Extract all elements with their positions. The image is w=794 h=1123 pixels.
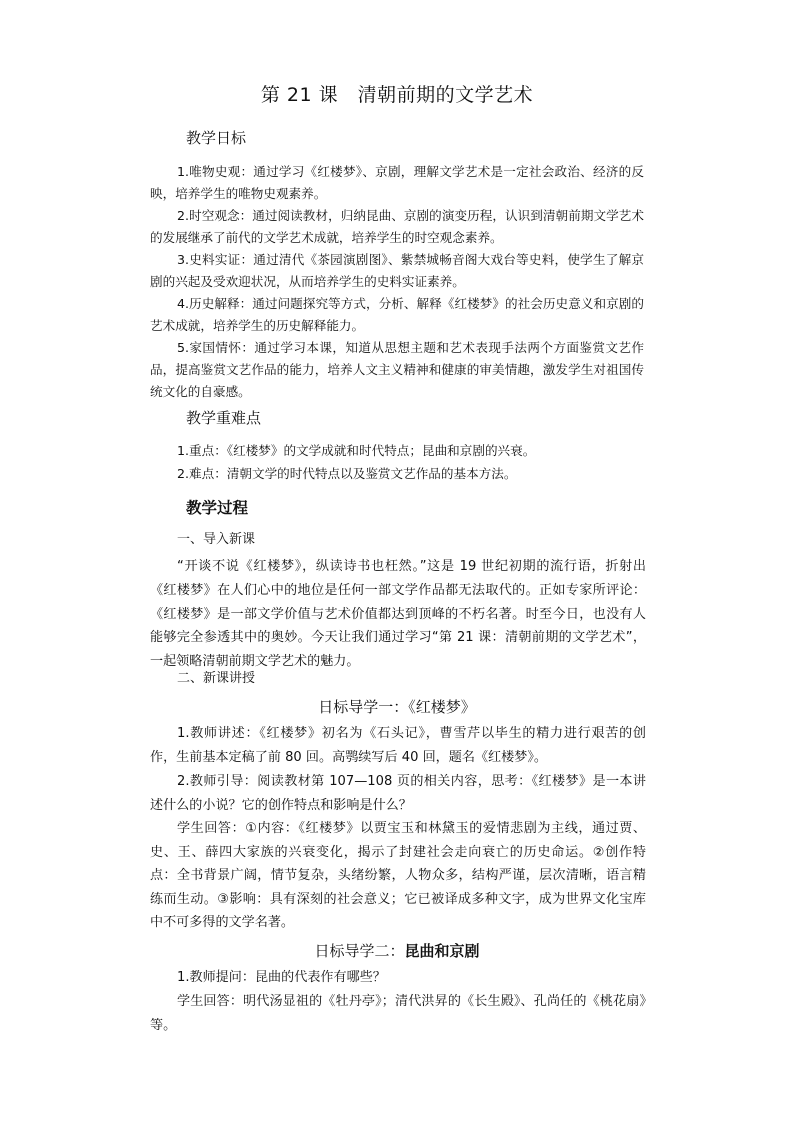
objectives-heading: 教学日标 [186,129,247,147]
objective-item-1: 1.唯物史观：通过学习《红楼梦》、京剧，理解文学艺术是一定社会政治、经济的反映，培养学生的唯物史观素养。 [150,164,644,202]
guide-2-item-1: 1.教师提问：昆曲的代表作有哪些？ [177,970,386,985]
guide-2-topic: 昆曲和京剧 [404,942,480,960]
guide-2-student-answer: 学生回答：明代汤显祖的《牡丹亭》；清代洪昇的《长生殿》、孔尚任的《桃花扇》等。 [150,994,646,1033]
key-points-heading: 教学重难点 [186,409,262,427]
guide-1-item-1: 1.教师讲述：《红楼梦》初名为《石头记》，曹雪芹以毕生的精力进行艰苦的创作，生前基本定稿了前 80 回。高鹗续写后 40 回，题名《红楼梦》。 [150,726,646,765]
process-heading: 教学过程 [186,499,249,517]
intro-heading: 一、导入新课 [177,532,256,547]
key-point-item-2: 2.难点：清朝文学的时代特点以及鉴赏文艺作品的基本方法。 [177,466,517,481]
guide-2-prefix: 日标导学二： [314,942,405,960]
objective-item-5: 5.家国情怀：通过学习本课，知道从思想主题和艺术表现手法两个方面鉴赏文艺作品，提高鉴赏文艺作品的能力，培养人文主义精神和健康的审美情趣，激发学生对祖国传统文化的自豪感。 [150,340,644,400]
guide-1-topic: 《红楼梦》 [408,698,476,716]
objective-item-3: 3.史料实证：通过清代《茶园演剧图》、紫禁城畅音阁大戏台等史料，使学生了解京剧的兴起及受欢迎状况，从而培养学生的史料实证素养。 [150,252,644,290]
objective-item-2: 2.时空观念：通过阅读教材，归纳昆曲、京剧的演变历程，认识到清朝前期文学艺术的发展继承了前代的文学艺术成就，培养学生的时空观念素养。 [150,208,644,246]
guide-1-prefix: 日标导学一： [318,698,409,716]
intro-paragraph: “开谈不说《红楼梦》，纵读诗书也枉然。”这是 19 世纪初期的流行语，折射出《红楼梦》在人们心中的地位是任何一部文学作品都无法取代的。正如专家所评论：《红楼梦》是一部文学价值与艺术价值都达到顶峰的不朽名著。时至今日，也没有人能够完全参透其中的奥妙。今天让我们通过学习“第 21 课：清朝前期的文学艺术”，一起领略清朝前期文学艺术的魅力。 [150,559,646,670]
guide-1-student-answer: 学生回答：①内容：《红楼梦》以贾宝玉和林黛玉的爱情悲剧为主线，通过贾、史、王、薛四大家族的兴衰变化，揭示了封建社会走向衰亡的历史命运。②创作特点：全书背景广阔，情节复杂，头绪纷繁，人物众多，结构严谨，层次清晰，语言精练而生动。③影响：具有深刻的社会意义；它已被译成多种文字，成为世界文化宝库中不可多得的文学名著。 [150,821,646,931]
page-title: 第 21 课 清朝前期的文学艺术 [260,84,534,106]
new-lesson-heading: 二、新课讲授 [177,671,256,686]
objective-item-4: 4.历史解释：通过问题探究等方式，分析、解释《红楼梦》的社会历史意义和京剧的艺术成就，培养学生的历史解释能力。 [150,296,644,334]
guide-1-heading [0,697,794,717]
key-point-item-1: 1.重点：《红楼梦》的文学成就和时代特点；昆曲和京剧的兴衰。 [177,443,536,458]
guide-1-item-2: 2.教师引导：阅读教材第 107—108 页的相关内容，思考：《红楼梦》是一本讲述什么的小说？它的创作特点和影响是什么？ [150,774,646,813]
guide-2-heading [0,941,794,961]
